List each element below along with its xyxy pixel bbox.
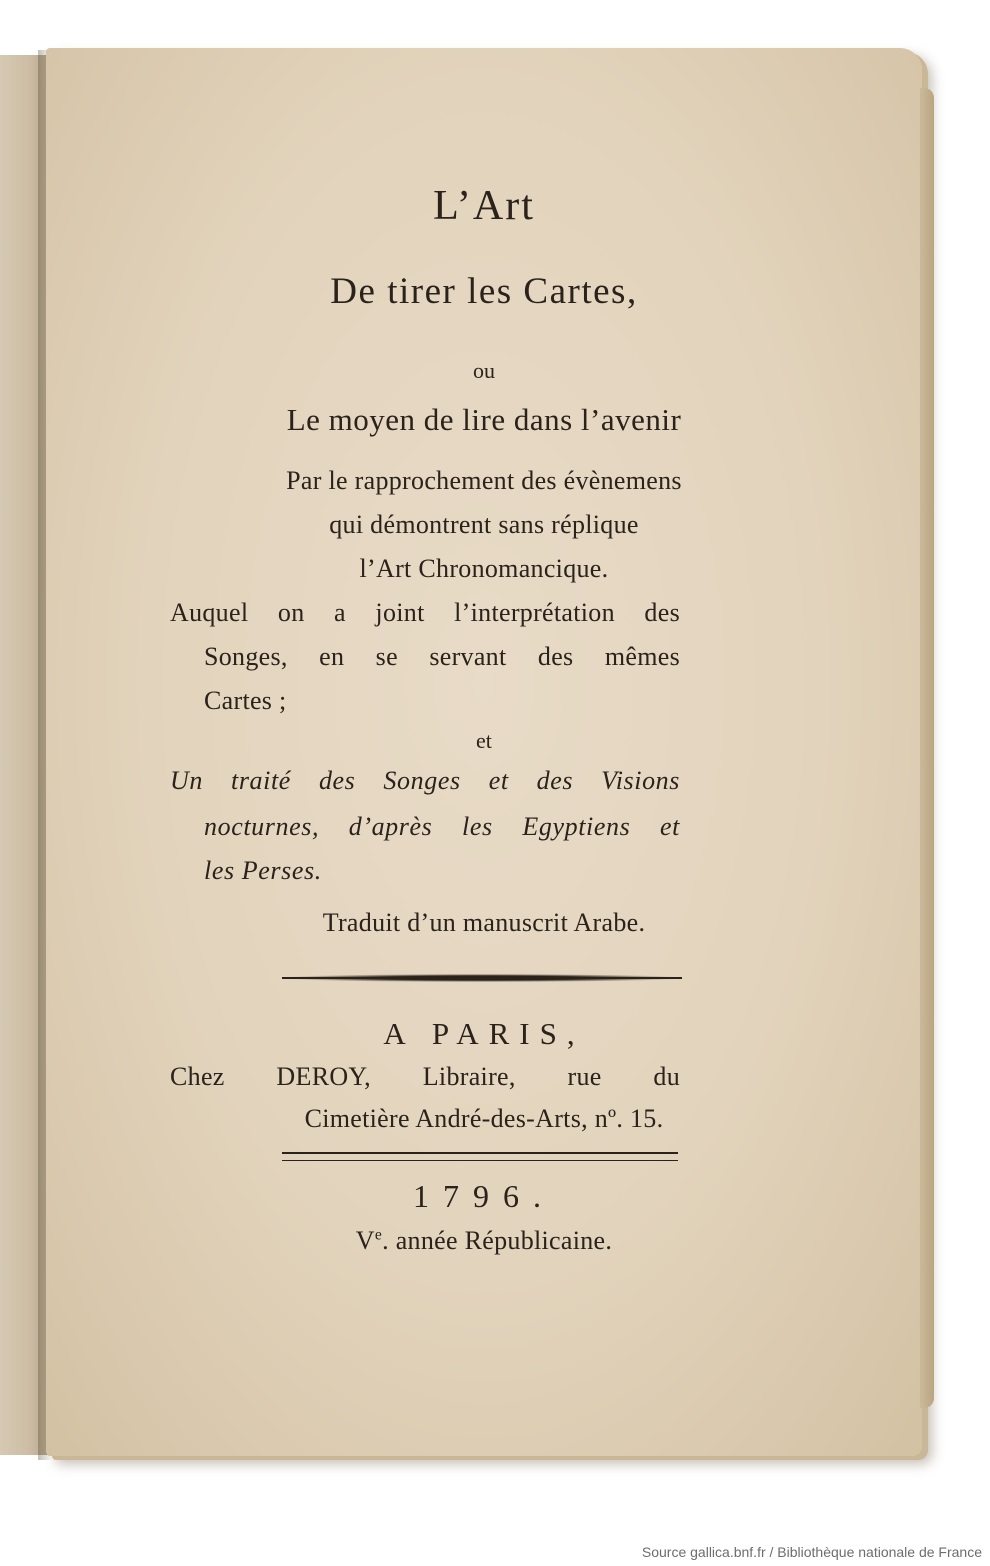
ornamental-rule bbox=[282, 974, 682, 982]
body-line-1: Par le rapprochement des évènemens bbox=[286, 466, 682, 495]
imprint-city: A PARIS, bbox=[383, 1016, 585, 1051]
italic-line-1-text: Un traité des Songes et des Visions bbox=[170, 766, 680, 795]
body-line-4-text: Auquel on a joint l’interprétation des bbox=[170, 598, 680, 627]
source-credit: Source gallica.bnf.fr / Bibliothèque nationale de France bbox=[641, 1544, 982, 1560]
title-line-2: De tirer les Cartes, bbox=[330, 271, 638, 312]
republican-year bbox=[46, 1226, 922, 1256]
body-line-4 bbox=[170, 598, 680, 628]
italic-line-2-text: nocturnes, d’après les Egyptiens et bbox=[204, 812, 680, 841]
body-line-5-text: Songes, en se servant des mêmes bbox=[204, 642, 680, 671]
era-prefix: V bbox=[355, 1226, 375, 1255]
body-line-5 bbox=[204, 642, 680, 672]
era-rest: . année Républicaine. bbox=[382, 1226, 613, 1255]
double-rule bbox=[282, 1152, 678, 1161]
publication-year: 1796. bbox=[413, 1178, 555, 1214]
body-line-3: l’Art Chronomancique. bbox=[359, 554, 609, 583]
era-superscript: e bbox=[374, 1226, 383, 1244]
imprint-line-1 bbox=[170, 1062, 680, 1092]
title-page bbox=[46, 48, 922, 1456]
italic-line-2 bbox=[204, 812, 680, 842]
body-line-6: Cartes ; bbox=[204, 686, 287, 715]
title-line-1: L’Art bbox=[433, 183, 535, 229]
italic-line-1 bbox=[170, 766, 680, 796]
subtitle: Le moyen de lire dans l’avenir bbox=[286, 402, 682, 437]
italic-line-3: les Perses. bbox=[204, 856, 322, 885]
conjunction-et: et bbox=[476, 728, 492, 753]
conjunction-ou: ou bbox=[473, 358, 495, 383]
page-edge bbox=[920, 88, 934, 1408]
body-line-2: qui démontrent sans réplique bbox=[329, 510, 639, 539]
translated-note: Traduit d’un manuscrit Arabe. bbox=[322, 908, 646, 937]
imprint-line-2: Cimetière André-des-Arts, nº. 15. bbox=[304, 1104, 664, 1133]
imprint-line-1-text: Chez DEROY, Libraire, rue du bbox=[170, 1062, 680, 1091]
